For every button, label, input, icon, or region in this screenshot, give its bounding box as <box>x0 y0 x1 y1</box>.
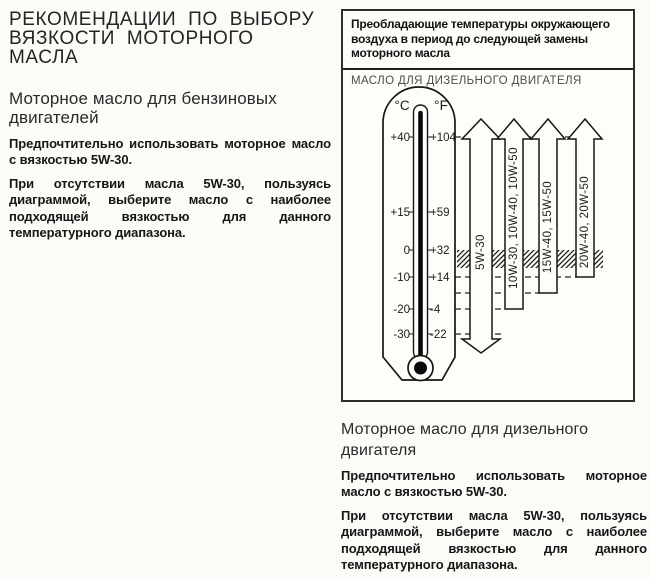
fahrenheit-tick-label: +104 <box>430 132 456 144</box>
diesel-preferred-oil-paragraph: Предпочтительно использовать моторное масло с вязкостью 5W-30. <box>341 468 647 500</box>
gasoline-alternative-oil-paragraph: При отсутствии масла 5W-30, пользуясь диаграммой, выберите масло с наиболее подходящей вязкостью для данного температурного диапазона. <box>9 175 331 241</box>
celsius-unit-label: °C <box>394 98 410 113</box>
fahrenheit-tick-label: +59 <box>430 207 450 219</box>
oil-arrow-label-20w: 20W-40, 20W-50 <box>579 175 591 269</box>
celsius-tick-label: +40 <box>390 132 410 144</box>
thermometer-icon <box>383 87 457 381</box>
left-column <box>9 10 331 248</box>
diesel-engine-section-heading: Моторное масло для дизельного двигателя <box>341 421 589 459</box>
fahrenheit-tick-label: -22 <box>430 329 447 341</box>
oil-arrow-label-15w: 15W-40, 15W-50 <box>542 180 554 274</box>
fahrenheit-tick-label: +32 <box>430 245 450 257</box>
celsius-tick-label: +15 <box>390 207 410 219</box>
celsius-tick-label: -20 <box>393 304 410 316</box>
fahrenheit-tick-label: +14 <box>430 272 450 284</box>
page-title: РЕКОМЕНДАЦИИ ПО ВЫБОРУ ВЯЗКОСТИ МОТОРНОГО МАСЛА <box>9 9 315 68</box>
oil-arrow-label-10w: 10W-30, 10W-40, 10W-50 <box>508 147 520 289</box>
viscosity-diagram-panel <box>341 9 635 402</box>
celsius-tick-label: -10 <box>393 272 410 284</box>
diagram-header: Преобладающие температуры окружающего воздуха в период до следующей замены моторного масла <box>343 11 633 70</box>
right-column <box>341 419 647 580</box>
gasoline-preferred-oil-paragraph: Предпочтительно использовать моторное масло с вязкостью 5W-30. <box>9 136 331 168</box>
oil-arrow-label-5w30: 5W-30 <box>475 234 487 270</box>
gasoline-engine-section-heading: Моторное масло для бензиновых двигателей <box>9 89 277 127</box>
oil-viscosity-temperature-diagram <box>343 11 633 400</box>
diesel-alternative-oil-paragraph: При отсутствии масла 5W-30, пользуясь диаграммой, выберите масло с наиболее подходящей вязкостью для данного температурного диапазона. <box>341 507 647 573</box>
fahrenheit-tick-label: -4 <box>430 304 441 316</box>
celsius-tick-label: 0 <box>403 245 410 257</box>
thermometer-bulb-mercury <box>414 362 427 375</box>
diagram-subtitle: МАСЛО ДЛЯ ДИЗЕЛЬНОГО ДВИГАТЕЛЯ <box>351 74 582 87</box>
celsius-tick-label: -30 <box>393 329 410 341</box>
fahrenheit-unit-label: °F <box>434 98 448 113</box>
